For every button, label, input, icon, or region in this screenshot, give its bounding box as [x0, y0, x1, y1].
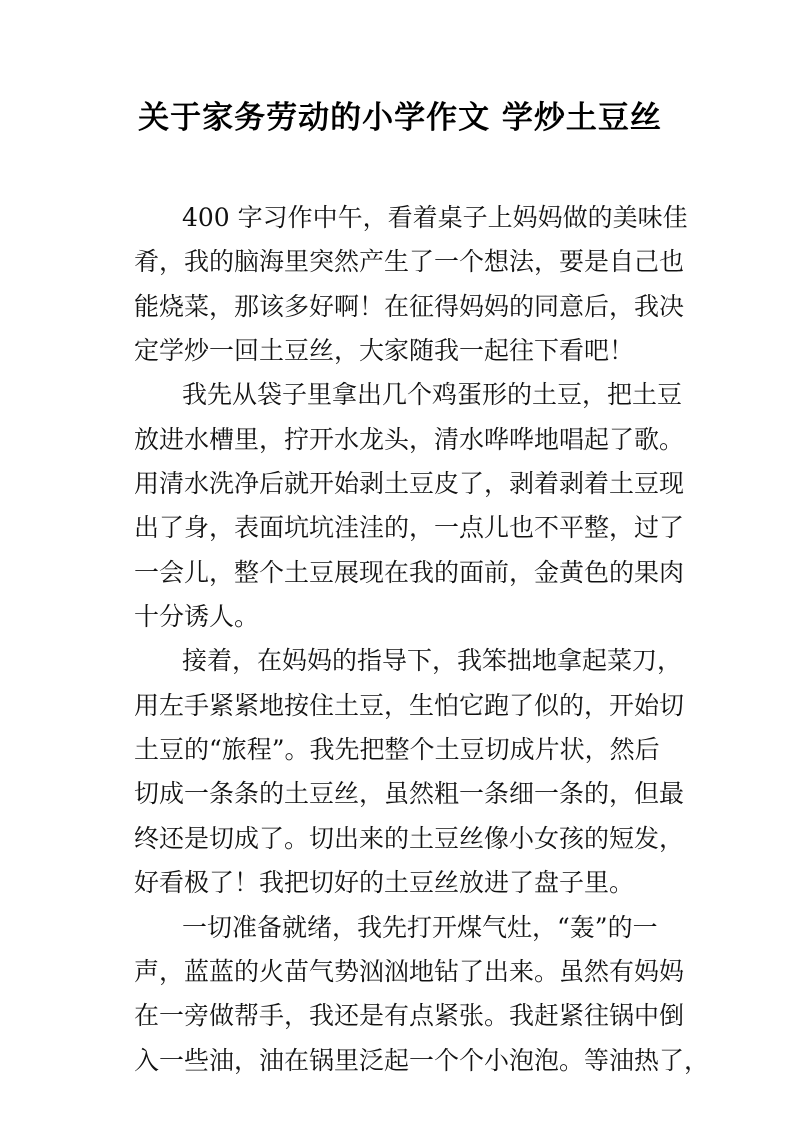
- essay-line: 出了身，表面坑坑洼洼的，一点儿也不平整，过了: [134, 513, 685, 543]
- essay-line: 放进水槽里，拧开水龙头，清水哗哗地唱起了歌。: [134, 424, 685, 454]
- essay-body: [134, 196, 710, 1083]
- essay-line: 用清水洗净后就开始剥土豆皮了，剥着剥着土豆现: [134, 469, 685, 499]
- essay-line: 接着，在妈妈的指导下，我笨拙地拿起菜刀，: [182, 646, 683, 676]
- essay-line: 一会儿，整个土豆展现在我的面前，金黄色的果肉: [134, 557, 685, 587]
- essay-line: 在一旁做帮手，我还是有点紧张。我赶紧往锅中倒: [134, 1001, 685, 1031]
- essay-line: 能烧菜，那该多好啊！在征得妈妈的同意后，我决: [134, 291, 685, 321]
- essay-line: 好看极了！我把切好的土豆丝放进了盘子里。: [134, 868, 635, 898]
- essay-line: 400 字习作中午，看着桌子上妈妈做的美味佳: [182, 203, 688, 232]
- essay-line: 定学炒一回土豆丝，大家随我一起往下看吧！: [134, 336, 635, 366]
- essay-line: 一切准备就绪，我先打开煤气灶，“轰”的一: [182, 912, 658, 942]
- document-title: 关于家务劳动的小学作文 学炒土豆丝: [138, 100, 662, 136]
- essay-line: 用左手紧紧地按住土豆，生怕它跑了似的，开始切: [134, 690, 685, 720]
- essay-line: 入一些油，油在锅里泛起一个个小泡泡。等油热了，: [134, 1045, 710, 1075]
- essay-line: 土豆的“旅程”。我先把整个土豆切成片状，然后: [134, 735, 660, 765]
- essay-line: 十分诱人。: [134, 602, 260, 632]
- essay-line: 切成一条条的土豆丝，虽然粗一条细一条的，但最: [134, 779, 685, 809]
- essay-line: 终还是切成了。切出来的土豆丝像小女孩的短发，: [134, 823, 685, 853]
- essay-line: 我先从袋子里拿出几个鸡蛋形的土豆，把土豆: [182, 380, 683, 410]
- essay-line: 声，蓝蓝的火苗气势汹汹地钻了出来。虽然有妈妈: [134, 956, 685, 986]
- essay-line: 肴，我的脑海里突然产生了一个想法，要是自己也: [134, 247, 685, 277]
